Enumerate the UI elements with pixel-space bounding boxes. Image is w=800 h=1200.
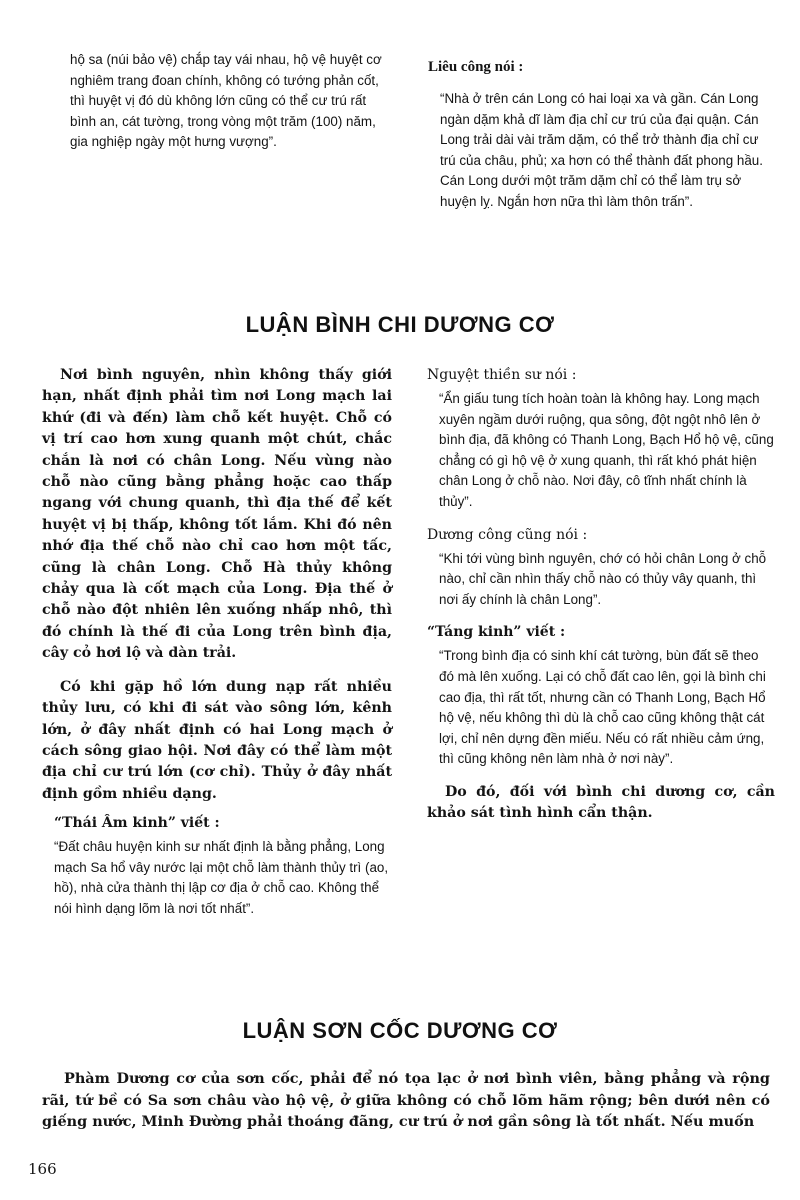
tang-kinh-label: “Táng kinh” viết : bbox=[427, 624, 566, 641]
page-number: 166 bbox=[28, 1160, 57, 1178]
section-title-binh-chi: LUẬN BÌNH CHI DƯƠNG CƠ bbox=[245, 312, 555, 337]
section1-left-column bbox=[42, 365, 392, 920]
section-title-son-coc: LUẬN SƠN CỐC DƯƠNG CƠ bbox=[242, 1018, 558, 1043]
section2-paragraph: Phàm Dương cơ của sơn cốc, phải để nó tọa lạc ở nơi bình viên, bằng phẳng và rộng rãi, tứ bề có Sa sơn châu vào hộ vệ, ở giữa không có chỗ lõm hãm rộng; bên dưới nên có giếng nước, Minh Đường phải thoáng đãng, cư trú ở nơi gần sông là tốt nhất. Nếu muốn bbox=[42, 1070, 770, 1130]
thai-am-kinh-label: “Thái Âm kinh” viết : bbox=[54, 815, 220, 832]
nguyet-thien-su-quote: “Ẩn giấu tung tích hoàn toàn là không hay. Long mạch xuyên ngầm dưới ruộng, qua sông, đột ngột nhô lên ở bình địa, đã không có Thanh Long, Bạch Hổ hộ vệ, cũng chẳng có gì hộ vệ ở xung quanh, thì rất khó phát hiện chân Long ở chỗ nào. Nơi đây, cô tĩnh nhất chính là thủy”. bbox=[439, 391, 774, 509]
section1-right-column bbox=[427, 365, 775, 825]
top-right-column bbox=[428, 57, 773, 213]
section1-conclusion: Do đó, đối với bình chi dương cơ, cần khảo sát tình hình cẩn thận. bbox=[427, 783, 775, 822]
top-left-column bbox=[58, 50, 390, 153]
thai-am-kinh-quote: “Đất châu huyện kinh sư nhất định là bằng phẳng, Long mạch Sa hổ vây nước lại một chỗ làm thành thủy trì (ao, hồ), nhà cửa thành thị lập cơ địa ở chỗ cao. Không thể nói hình dạng lõm là nơi tốt nhất”. bbox=[54, 839, 389, 916]
lieu-cong-label: Liêu công nói : bbox=[428, 59, 524, 75]
lieu-cong-quote: “Nhà ở trên cán Long có hai loại xa và gần. Cán Long ngàn dặm khả dĩ làm địa chỉ cư trú của đại quận. Cán Long trải dài vài trăm dặm, có thể trở thành địa chỉ cư trú của châu, phủ; xa hơn có thể thành đất phong hầu. Cán Long dưới một trăm dặm chỉ có thể làm trụ sở huyện lỵ. Ngắn hơn nữa thì làm thôn trấn”. bbox=[440, 91, 763, 209]
duong-cong-label: Dương công cũng nói : bbox=[427, 526, 588, 543]
top-left-quote: hộ sa (núi bảo vệ) chắp tay vái nhau, hộ vệ huyệt cơ nghiêm trang đoan chính, không có tướng phản cốt, thì huyệt vị đó dù không lớn cũng có thể cư trú rất bình an, cát tường, trong vòng một trăm (100) năm, gia nghiệp ngày một hưng vượng”. bbox=[70, 52, 382, 150]
tang-kinh-quote: “Trong bình địa có sinh khí cát tường, bùn đất sẽ theo đó mà lên xuống. Lại có chỗ đất cao lên, gọi là bình chi cao địa, thì rất tốt, nhưng cần có Thanh Long, Bạch Hổ hộ vệ, nếu không thì dù là chỗ cao cũng không thật cát lợi, chỉ nên dựng đền miếu. Nếu có rất nhiều cảm ứng, thì cũng không nên làm nhà ở nơi này”. bbox=[439, 648, 766, 767]
section1-paragraph-1: Nơi bình nguyên, nhìn không thấy giới hạn, nhất định phải tìm nơi Long mạch lai khứ (đi và đến) làm chỗ kết huyệt. Chỗ có vị trí cao hơn xung quanh một chút, chắc chắn là nơi có chân Long. Nếu vùng nào chỗ nào cũng bằng phẳng hoặc cao thấp ngang với chung quanh, thì địa thế để kết huyệt vị bị thấp, không tốt lắm. Khi đó nên nhớ địa thế chỗ nào chỉ cao hơn một tấc, cũng là chân Long. Chỗ Hà thủy không chảy qua là cốt mạch của Long. Địa thế ở chỗ nào đột nhiên lên xuống nhấp nhô, thì đó chính là thế đi của Long trên bình địa, cây cỏ hơi lộ và dàn trải. bbox=[42, 367, 392, 662]
duong-cong-quote: “Khi tới vùng bình nguyên, chớ có hỏi chân Long ở chỗ nào, chỉ cần nhìn thấy chỗ nào có thủy vây quanh, thì nơi ấy chính là chân Long”. bbox=[439, 550, 767, 607]
nguyet-thien-su-label: Nguyệt thiền sư nói : bbox=[427, 367, 577, 383]
section1-paragraph-2: Có khi gặp hồ lớn dung nạp rất nhiều thủy lưu, có khi đi sát vào sông lớn, kênh lớn, ở đây nhất định có hai Long mạch ở cách sông giao hội. Nơi đây có thể làm một địa chỉ cư trú lớn (cơ chỉ). Thủy ở đây nhất định gồm nhiều dạng. bbox=[42, 678, 392, 802]
